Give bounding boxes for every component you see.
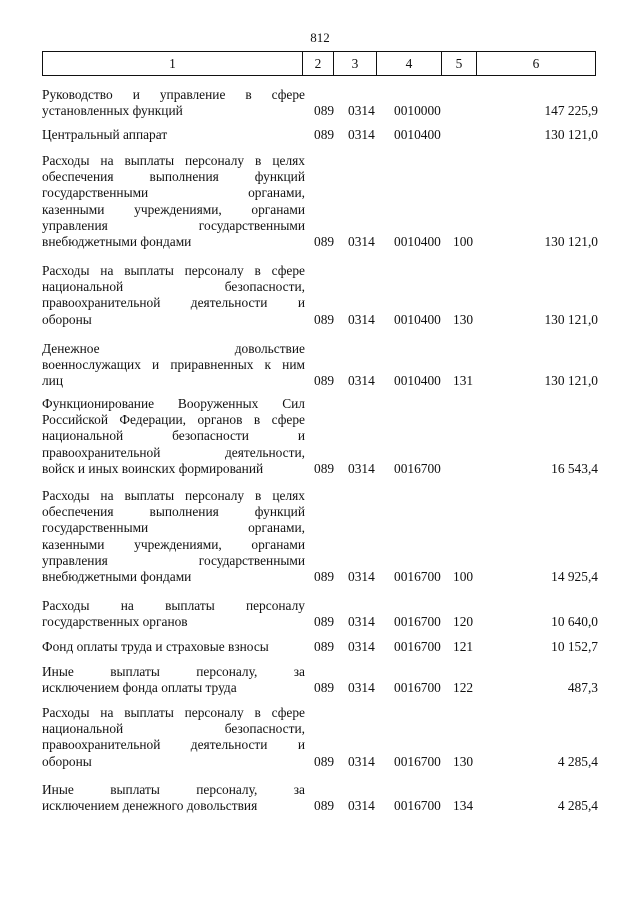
row-c2-value: 089 [314, 753, 335, 769]
header-col-1: 1 [43, 52, 303, 76]
description-line: государственными органами, [42, 185, 305, 201]
row-c6-value: 130 121,0 [544, 126, 598, 142]
row-c4-value: 0016700 [394, 798, 441, 814]
row-c5-value: 100 [453, 568, 474, 584]
row-c5-value: 121 [453, 638, 474, 654]
table-header [42, 51, 596, 76]
row-c3-value: 0314 [348, 233, 375, 249]
description-line: Расходы на выплаты персоналу в сфере [42, 705, 305, 720]
description-line: Фонд оплаты труда и страховые взносы [42, 639, 269, 654]
table-row [42, 341, 602, 390]
table-row [42, 664, 602, 696]
row-c5-value: 100 [453, 233, 474, 249]
description-line: Расходы на выплаты персоналу в целях [42, 488, 305, 503]
row-c6-value: 16 543,4 [551, 460, 598, 476]
table-row [42, 782, 602, 814]
description-line: исключением фонда оплаты труда [42, 680, 237, 696]
description-line: внебюджетными фондами [42, 569, 192, 585]
row-c5-value: 130 [453, 753, 474, 769]
header-col-6: 6 [477, 52, 596, 76]
row-description [42, 87, 305, 119]
description-line: Расходы на выплаты персоналу в целях [42, 153, 305, 168]
row-c5-value: 120 [453, 614, 474, 630]
row-c2-value: 089 [314, 103, 335, 119]
row-c2-value: 089 [314, 460, 335, 476]
description-line: обороны [42, 753, 92, 769]
row-c2-value: 089 [314, 568, 335, 584]
row-c4-value: 0016700 [394, 568, 441, 584]
row-c2-value: 089 [314, 680, 335, 696]
row-description [42, 263, 305, 328]
description-line: управления государственными [42, 217, 305, 233]
row-c6-value: 10 152,7 [551, 638, 598, 654]
row-c3-value: 0314 [348, 311, 375, 327]
row-c5-value: 122 [453, 680, 474, 696]
row-c3-value: 0314 [348, 103, 375, 119]
row-c6-value: 147 225,9 [544, 103, 598, 119]
row-c6-value: 487,3 [567, 680, 598, 696]
description-line: правоохранительной деятельности, [42, 444, 305, 460]
table-row [42, 488, 602, 585]
table-row [42, 263, 602, 328]
row-c3-value: 0314 [348, 680, 375, 696]
description-line: Функционирование Вооруженных Сил [42, 396, 305, 411]
row-description [42, 664, 305, 696]
table-row [42, 396, 602, 477]
table-row [42, 87, 602, 119]
row-c5-value: 134 [453, 798, 474, 814]
row-c4-value: 0010400 [394, 311, 441, 327]
row-c6-value: 10 640,0 [551, 614, 598, 630]
description-line: войск и иных воинских формирований [42, 460, 264, 476]
row-c6-value: 130 121,0 [544, 233, 598, 249]
row-c3-value: 0314 [348, 373, 375, 389]
table-row [42, 639, 602, 655]
row-c3-value: 0314 [348, 568, 375, 584]
row-description [42, 341, 305, 390]
description-line: Расходы на выплаты персоналу в сфере [42, 263, 305, 278]
description-line: Российской Федерации, органов в сфере [42, 412, 305, 428]
description-line: правоохранительной деятельности и [42, 737, 305, 753]
description-line: Центральный аппарат [42, 127, 168, 142]
row-c2-value: 089 [314, 373, 335, 389]
row-description [42, 153, 305, 250]
row-description [42, 127, 305, 143]
row-c3-value: 0314 [348, 638, 375, 654]
row-description [42, 705, 305, 770]
row-description [42, 488, 305, 585]
row-c4-value: 0016700 [394, 753, 441, 769]
description-line: лиц [42, 373, 64, 389]
row-c2-value: 089 [314, 233, 335, 249]
row-c6-value: 4 285,4 [557, 753, 598, 769]
row-c3-value: 0314 [348, 126, 375, 142]
description-line: обороны [42, 311, 92, 327]
description-line: обеспечения выполнения функций [42, 169, 305, 185]
row-c3-value: 0314 [348, 798, 375, 814]
header-col-3: 3 [334, 52, 377, 76]
row-description [42, 639, 305, 655]
table-row [42, 153, 602, 250]
description-line: исключением денежного довольствия [42, 798, 258, 814]
row-c4-value: 0016700 [394, 460, 441, 476]
description-line: внебюджетными фондами [42, 234, 192, 250]
page-number: 812 [310, 30, 330, 45]
row-c2-value: 089 [314, 311, 335, 327]
description-line: казенными учреждениями, органами [42, 536, 305, 552]
row-c4-value: 0016700 [394, 638, 441, 654]
description-line: Денежное довольствие [42, 341, 305, 356]
description-line: военнослужащих и приравненных к ним [42, 357, 305, 373]
row-c6-value: 130 121,0 [544, 311, 598, 327]
row-description [42, 782, 305, 814]
table-row [42, 705, 602, 770]
header-col-5: 5 [442, 52, 477, 76]
row-c6-value: 130 121,0 [544, 373, 598, 389]
table-row [42, 598, 602, 630]
row-c4-value: 0010400 [394, 373, 441, 389]
description-line: государственных органов [42, 614, 188, 630]
row-c2-value: 089 [314, 638, 335, 654]
row-c2-value: 089 [314, 798, 335, 814]
row-c6-value: 4 285,4 [557, 798, 598, 814]
description-line: Иные выплаты персоналу, за [42, 782, 305, 797]
description-line: Расходы на выплаты персоналу [42, 598, 305, 613]
header-col-2: 2 [303, 52, 334, 76]
row-description [42, 598, 305, 630]
header-col-4: 4 [377, 52, 442, 76]
description-line: установленных функций [42, 103, 183, 119]
row-c5-value: 131 [453, 373, 474, 389]
description-line: правоохранительной деятельности и [42, 295, 305, 311]
table-row [42, 127, 602, 143]
row-c3-value: 0314 [348, 614, 375, 630]
description-line: национальной безопасности, [42, 279, 305, 295]
row-c6-value: 14 925,4 [551, 568, 598, 584]
row-c3-value: 0314 [348, 753, 375, 769]
row-c4-value: 0010400 [394, 233, 441, 249]
row-c2-value: 089 [314, 126, 335, 142]
row-c3-value: 0314 [348, 460, 375, 476]
description-line: национальной безопасности и [42, 428, 305, 444]
row-c5-value: 130 [453, 311, 474, 327]
row-c4-value: 0016700 [394, 680, 441, 696]
row-description [42, 396, 305, 477]
description-line: обеспечения выполнения функций [42, 504, 305, 520]
description-line: государственными органами, [42, 520, 305, 536]
row-c4-value: 0016700 [394, 614, 441, 630]
description-line: Руководство и управление в сфере [42, 87, 305, 102]
row-c2-value: 089 [314, 614, 335, 630]
description-line: казенными учреждениями, органами [42, 201, 305, 217]
description-line: управления государственными [42, 552, 305, 568]
description-line: Иные выплаты персоналу, за [42, 664, 305, 679]
description-line: национальной безопасности, [42, 721, 305, 737]
row-c4-value: 0010400 [394, 126, 441, 142]
row-c4-value: 0010000 [394, 103, 441, 119]
